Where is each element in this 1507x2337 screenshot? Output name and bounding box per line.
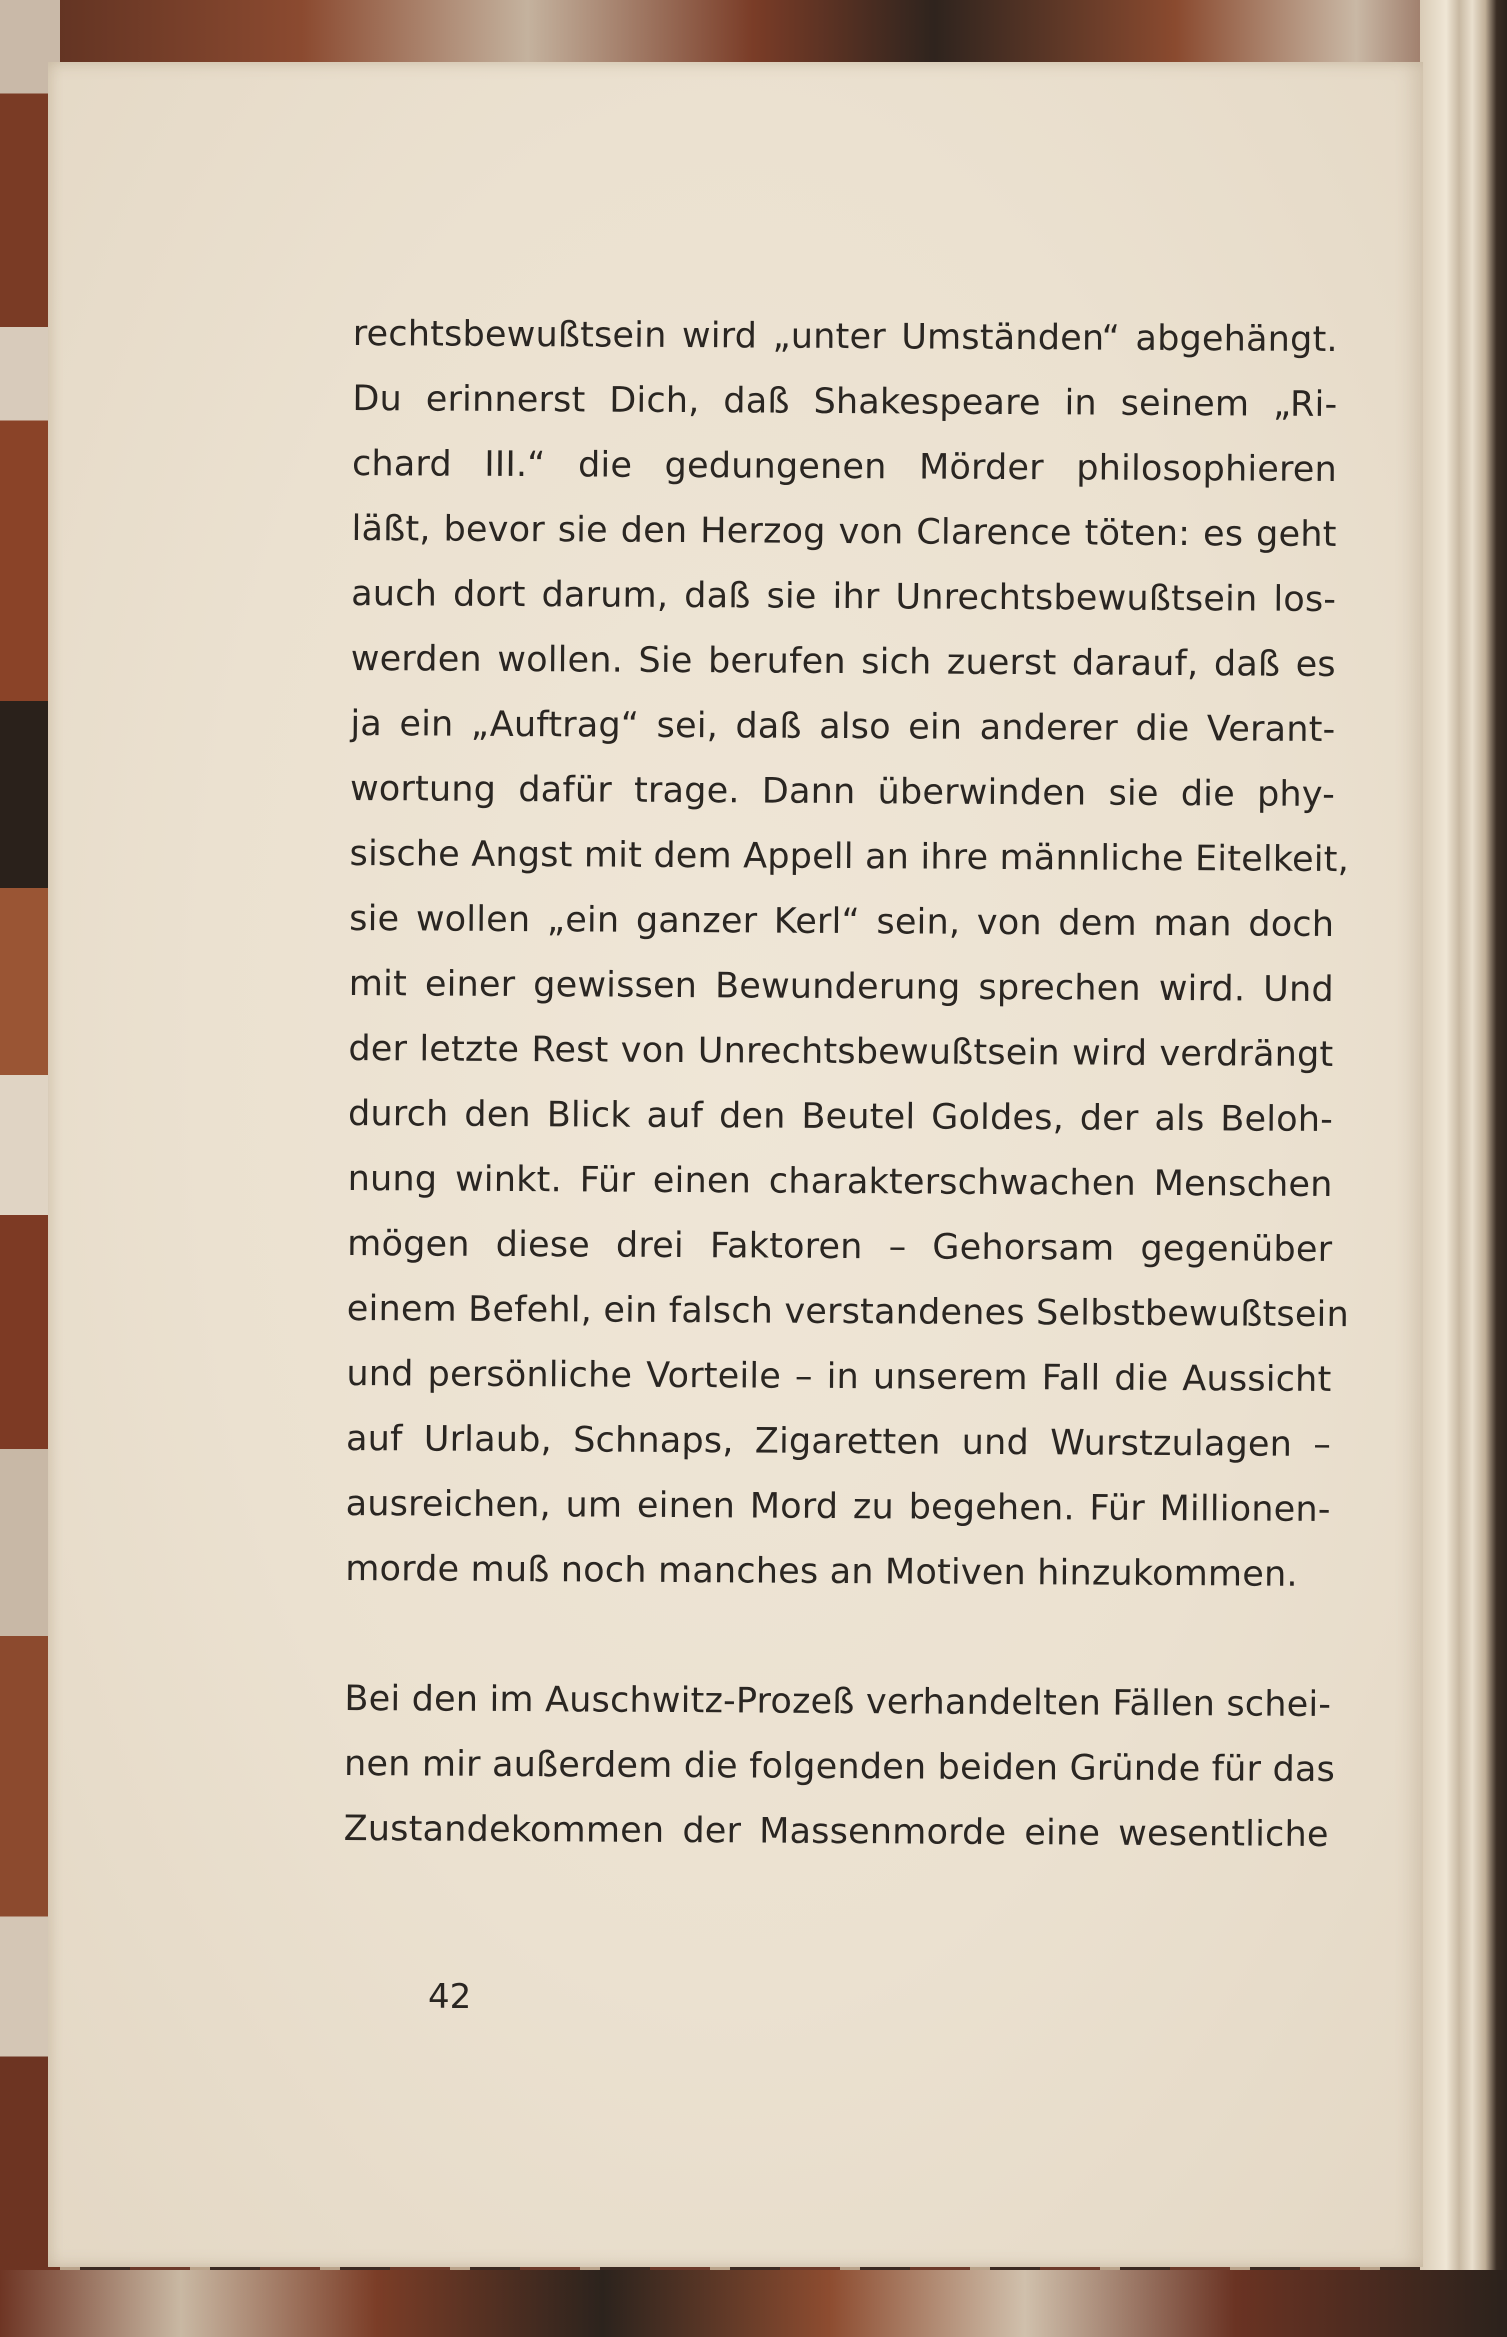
text-line: nen mir außerdem die folgenden beiden Gründe für das [343, 1743, 1336, 1791]
text-line: Bei den im Auschwitz-Prozeß verhandelten Fällen schei- [344, 1678, 1332, 1726]
text-line: auch dort darum, daß sie ihr Unrechtsbewußtsein los- [351, 573, 1337, 621]
body-text [343, 302, 1350, 1868]
book-page [48, 62, 1423, 2267]
text-line: nung winkt. Für einen charakterschwachen Menschen [347, 1158, 1333, 1206]
text-line: ausreichen, um einen Mord zu begehen. Für Millionen- [345, 1483, 1331, 1530]
text-line: rechtsbewußtsein wird „unter Umständen“ abgehängt. [352, 313, 1338, 361]
text-line: Zustandekommen der Massenmorde eine wesentliche [343, 1808, 1329, 1855]
book-cover-top-edge [0, 0, 1507, 70]
text-line: mit einer gewissen Bewunderung sprechen wird. Und [348, 963, 1334, 1011]
text-line: und persönliche Vorteile – in unserem Fall die Aussicht [346, 1353, 1332, 1400]
paragraph-2 [343, 1667, 1336, 1868]
text-line: der letzte Rest von Unrechtsbewußtsein wird verdrängt [348, 1028, 1334, 1076]
page-number: 42 [428, 1977, 472, 2017]
text-line: mögen diese drei Faktoren – Gehorsam gegenüber [347, 1223, 1333, 1270]
text-line: läßt, bevor sie den Herzog von Clarence töten: es geht [351, 508, 1337, 556]
text-line: einem Befehl, ein falsch verstandenes Selbstbewußtsein [346, 1288, 1350, 1336]
text-line: durch den Blick auf den Beutel Goldes, der als Beloh- [347, 1093, 1334, 1141]
book-cover-bottom-edge [0, 2270, 1507, 2337]
text-line: morde muß noch manches an Motiven hinzukommen. [345, 1548, 1298, 1595]
text-line: sie wollen „ein ganzer Kerl“ sein, von dem man doch [349, 898, 1335, 946]
text-line: werden wollen. Sie berufen sich zuerst darauf, daß es [350, 638, 1336, 686]
text-line: sische Angst mit dem Appell an ihre männliche Eitelkeit, [349, 833, 1350, 881]
text-line: Du erinnerst Dich, daß Shakespeare in seinem „Ri- [352, 378, 1338, 426]
paragraph-1 [345, 302, 1350, 1608]
text-line: ja ein „Auftrag“ sei, daß also ein anderer die Verant- [350, 703, 1336, 751]
text-line: chard III.“ die gedungenen Mörder philosophieren [351, 443, 1338, 491]
text-line: wortung dafür trage. Dann überwinden sie die phy- [349, 768, 1336, 816]
text-line: auf Urlaub, Schnaps, Zigaretten und Wurstzulagen – [345, 1418, 1332, 1465]
book-page-stack-right [1420, 0, 1507, 2337]
